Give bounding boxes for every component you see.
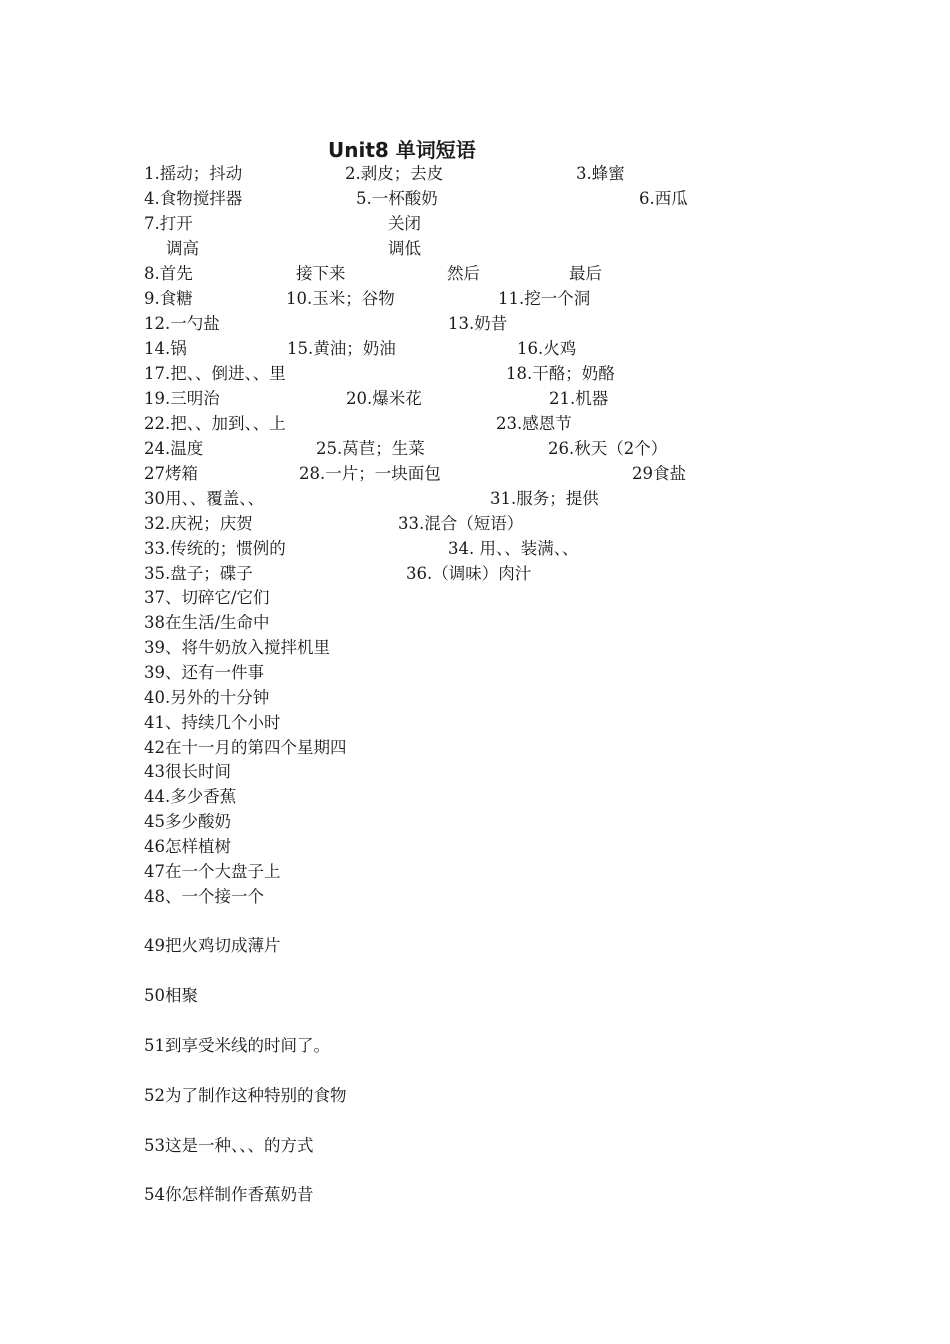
list-item: 11.挖一个洞 bbox=[498, 289, 591, 308]
list-item: 22.把、、加到、、上 bbox=[144, 414, 286, 433]
list-item: 24.温度 bbox=[144, 439, 204, 458]
list-row bbox=[144, 487, 844, 511]
list-item: 41、持续几个小时 bbox=[144, 713, 281, 732]
list-row bbox=[144, 860, 844, 884]
list-item: 45多少酸奶 bbox=[144, 812, 231, 831]
list-item: 28.一片；一块面包 bbox=[299, 464, 441, 483]
list-item: 18.干酪；奶酪 bbox=[506, 364, 615, 383]
list-item: 52为了制作这种特别的食物 bbox=[144, 1086, 347, 1105]
list-row bbox=[144, 810, 844, 834]
list-item: 调高 bbox=[166, 239, 199, 258]
list-row bbox=[144, 711, 844, 735]
list-row bbox=[144, 760, 844, 784]
list-item: 53这是一种、、、的方式 bbox=[144, 1136, 314, 1155]
list-row bbox=[144, 237, 844, 261]
list-item: 15.黄油；奶油 bbox=[287, 339, 396, 358]
list-item: 48、一个接一个 bbox=[144, 887, 264, 906]
list-row bbox=[144, 785, 844, 809]
list-row bbox=[144, 1034, 844, 1058]
list-item: 40.另外的十分钟 bbox=[144, 688, 270, 707]
list-row bbox=[144, 312, 844, 336]
list-row bbox=[144, 636, 844, 660]
list-item: 最后 bbox=[569, 264, 602, 283]
list-row bbox=[144, 162, 844, 186]
list-item: 调低 bbox=[388, 239, 421, 258]
list-item: 17.把、、倒进、、里 bbox=[144, 364, 286, 383]
list-item: 43很长时间 bbox=[144, 762, 231, 781]
list-item: 8.首先 bbox=[144, 264, 193, 283]
list-row bbox=[144, 362, 844, 386]
list-item: 44.多少香蕉 bbox=[144, 787, 237, 806]
list-row bbox=[144, 885, 844, 909]
list-row bbox=[144, 736, 844, 760]
list-item: 21.机器 bbox=[549, 389, 609, 408]
list-item: 47在一个大盘子上 bbox=[144, 862, 281, 881]
list-row bbox=[144, 1134, 844, 1158]
list-item: 25.莴苣；生菜 bbox=[316, 439, 425, 458]
list-row bbox=[144, 387, 844, 411]
list-row bbox=[144, 611, 844, 635]
list-item: 30用、、覆盖、、 bbox=[144, 489, 264, 508]
list-item: 31.服务；提供 bbox=[490, 489, 599, 508]
list-item: 33.混合（短语） bbox=[398, 514, 524, 533]
list-item: 12.一勺盐 bbox=[144, 314, 220, 333]
list-item: 4.食物搅拌器 bbox=[144, 189, 243, 208]
list-row bbox=[144, 337, 844, 361]
list-item: 39、还有一件事 bbox=[144, 663, 264, 682]
list-item: 54你怎样制作香蕉奶昔 bbox=[144, 1185, 314, 1204]
list-item: 3.蜂蜜 bbox=[576, 164, 625, 183]
document-title: Unit8 单词短语 bbox=[328, 138, 476, 162]
list-row bbox=[144, 187, 844, 211]
list-row bbox=[144, 412, 844, 436]
list-item: 26.秋天（2个） bbox=[548, 439, 668, 458]
list-item: 37、切碎它/它们 bbox=[144, 588, 270, 607]
list-row bbox=[144, 686, 844, 710]
list-item: 38在生活/生命中 bbox=[144, 613, 270, 632]
list-row bbox=[144, 512, 844, 536]
list-row bbox=[144, 537, 844, 561]
list-item: 9.食糖 bbox=[144, 289, 193, 308]
list-item: 13.奶昔 bbox=[448, 314, 508, 333]
list-item: 29食盐 bbox=[632, 464, 686, 483]
list-item: 关闭 bbox=[388, 214, 421, 233]
list-item: 49把火鸡切成薄片 bbox=[144, 936, 281, 955]
list-item: 50相聚 bbox=[144, 986, 198, 1005]
list-item: 6.西瓜 bbox=[639, 189, 688, 208]
list-row bbox=[144, 287, 844, 311]
list-row bbox=[144, 984, 844, 1008]
list-row bbox=[144, 1183, 844, 1207]
list-row bbox=[144, 661, 844, 685]
list-row bbox=[144, 934, 844, 958]
list-row bbox=[144, 262, 844, 286]
list-item: 35.盘子；碟子 bbox=[144, 564, 253, 583]
list-row bbox=[144, 437, 844, 461]
list-row bbox=[144, 212, 844, 236]
list-item: 接下来 bbox=[296, 264, 346, 283]
list-item: 39、将牛奶放入搅拌机里 bbox=[144, 638, 330, 657]
list-item: 23.感恩节 bbox=[496, 414, 572, 433]
list-item: 20.爆米花 bbox=[346, 389, 422, 408]
list-item: 然后 bbox=[447, 264, 480, 283]
list-item: 10.玉米；谷物 bbox=[286, 289, 395, 308]
list-item: 34. 用、、装满、、 bbox=[448, 539, 579, 558]
list-item: 27烤箱 bbox=[144, 464, 198, 483]
list-row bbox=[144, 835, 844, 859]
list-item: 5.一杯酸奶 bbox=[356, 189, 438, 208]
list-item: 14.锅 bbox=[144, 339, 187, 358]
list-item: 1.摇动；抖动 bbox=[144, 164, 243, 183]
list-row bbox=[144, 562, 844, 586]
list-row bbox=[144, 1084, 844, 1108]
list-item: 51到享受米线的时间了。 bbox=[144, 1036, 330, 1055]
list-item: 16.火鸡 bbox=[517, 339, 577, 358]
list-row bbox=[144, 462, 844, 486]
list-item: 7.打开 bbox=[144, 214, 193, 233]
list-item: 32.庆祝；庆贺 bbox=[144, 514, 253, 533]
list-item: 19.三明治 bbox=[144, 389, 220, 408]
list-item: 36.（调味）肉汁 bbox=[406, 564, 532, 583]
list-item: 33.传统的；惯例的 bbox=[144, 539, 286, 558]
list-item: 42在十一月的第四个星期四 bbox=[144, 738, 347, 757]
list-item: 2.剥皮；去皮 bbox=[345, 164, 444, 183]
list-item: 46怎样植树 bbox=[144, 837, 231, 856]
list-row bbox=[144, 586, 844, 610]
